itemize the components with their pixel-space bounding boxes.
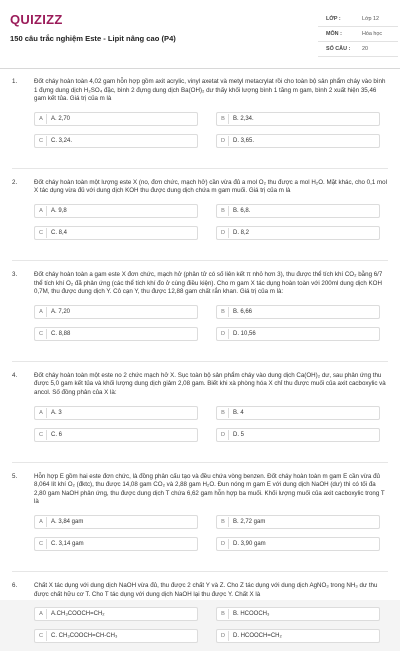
option-text: D. 3,65. — [233, 137, 255, 144]
question-number: 5. — [12, 472, 18, 480]
option-letter: B — [218, 517, 229, 527]
answer-option-b[interactable] — [216, 607, 380, 621]
option-letter: D — [218, 329, 229, 339]
option-letter: C — [36, 539, 47, 549]
quizizz-logo: QUIZIZZ — [10, 12, 63, 27]
answer-option-a[interactable] — [34, 607, 198, 621]
option-text: B. HCOOCH₃ — [233, 611, 270, 618]
answer-options — [34, 204, 390, 248]
option-text: B. 4 — [233, 409, 244, 416]
meta-key: LỚP : — [326, 16, 341, 22]
question-6 — [0, 582, 400, 651]
worksheet-title: 150 câu trắc nghiệm Este - Lipit nâng cao (P4) — [10, 34, 176, 43]
answer-option-b[interactable] — [216, 112, 380, 126]
option-text: C. 3,24. — [51, 137, 73, 144]
question-text: Đốt cháy hoàn toàn 4,02 gam hỗn hợp gồm axit acrylic, vinyl axetat và metyl metacrylat rồi cho toàn bộ sản phẩm cháy vào bình 1 đựng dung dịch H₂SO₄ đặc, bình 2 đựng dung dịch Ba(OH)₂ dư thấy khối lượng bình 1 tăng m gam, bình 2 xuất hiện 35,46 gam kết tủa. Giá trị của m là — [34, 78, 386, 103]
option-letter: D — [218, 539, 229, 549]
worksheet-header — [0, 0, 400, 69]
option-letter: A — [36, 206, 47, 216]
answer-option-d[interactable] — [216, 629, 380, 643]
question-text: Đốt cháy hoàn toàn một lượng este X (no, đơn chức, mạch hở) cần vừa đủ a mol O₂ thu được a mol H₂O. Mặt khác, cho 0,1 mol X tác dụng vừa đủ với dung dịch KOH thu được dung dịch chứa m gam muối. Giá trị của m là — [34, 178, 387, 195]
option-text: A. 3,84 gam — [51, 518, 84, 525]
option-text: D. HCOOCH=CH₂ — [233, 633, 282, 640]
answer-option-d[interactable] — [216, 226, 380, 240]
answer-option-a[interactable] — [34, 204, 198, 218]
answer-option-d[interactable] — [216, 134, 380, 148]
answer-options — [34, 406, 390, 450]
answer-option-d[interactable] — [216, 537, 380, 551]
meta-table — [318, 12, 398, 57]
option-text: A. 2,70 — [51, 115, 71, 122]
option-text: C. 3,14 gam — [51, 540, 84, 547]
option-letter: C — [36, 430, 47, 440]
option-letter: A — [36, 609, 47, 619]
divider — [12, 361, 388, 362]
option-letter: B — [218, 408, 229, 418]
meta-key: MÔN : — [326, 31, 342, 37]
answer-option-b[interactable] — [216, 406, 380, 420]
answer-option-b[interactable] — [216, 204, 380, 218]
divider — [12, 260, 388, 261]
divider — [12, 571, 388, 572]
option-letter: B — [218, 609, 229, 619]
option-text: C. 8,88 — [51, 330, 71, 337]
meta-row-subject — [318, 27, 398, 42]
divider — [12, 462, 388, 463]
option-letter: C — [36, 631, 47, 641]
answer-option-d[interactable] — [216, 327, 380, 341]
question-number: 1. — [12, 78, 18, 85]
answer-option-c[interactable] — [34, 226, 198, 240]
answer-option-b[interactable] — [216, 515, 380, 529]
question-text: Chất X tác dụng với dung dịch NaOH vừa đủ, thu được 2 chất Y và Z. Cho Z tác dụng với dung dịch AgNO₃ trong NH₃ dư thu được chất hữu cơ T. Cho T tác dụng với dung dịch NaOH lại thu được Y. Chất X là — [34, 581, 378, 598]
question-list — [0, 78, 400, 651]
option-text: A. 3 — [51, 409, 62, 416]
question-text: Hỗn hợp E gồm hai este đơn chức, là đồng phân cấu tạo và đều chứa vòng benzen. Đốt cháy hoàn toàn m gam E cần vừa đủ 8,064 lít khí O₂ (đktc), thu được 14,08 gam CO₂ và 2,88 gam H₂O. Đun nóng m gam E với dung dịch NaOH (dư) thì có tối đa 2,80 gam NaOH phản ứng, thu được dung dịch T chứa 6,62 gam hỗn hợp ba muối. Khối lượng muối của axit cacboxylic trong T là — [34, 472, 385, 506]
option-letter: D — [218, 136, 229, 146]
meta-key: SỐ CÂU : — [326, 46, 351, 52]
option-letter: C — [36, 228, 47, 238]
option-text: D. 10,56 — [233, 330, 256, 337]
answer-option-b[interactable] — [216, 305, 380, 319]
option-text: B. 6,66 — [233, 308, 253, 315]
option-letter: C — [36, 329, 47, 339]
question-2 — [0, 179, 400, 261]
option-letter: B — [218, 307, 229, 317]
option-letter: A — [36, 307, 47, 317]
option-letter: D — [218, 228, 229, 238]
question-number: 4. — [12, 371, 18, 379]
option-text: A.CH₃COOCH=CH₂ — [51, 611, 105, 618]
answer-option-a[interactable] — [34, 515, 198, 529]
answer-options — [34, 112, 390, 156]
option-text: A. 9,8 — [51, 207, 67, 214]
option-letter: D — [218, 631, 229, 641]
option-text: B. 2,34. — [233, 115, 254, 122]
option-letter: B — [218, 114, 229, 124]
option-letter: B — [218, 206, 229, 216]
meta-value: 20 — [362, 46, 368, 52]
answer-options — [34, 607, 390, 651]
answer-option-a[interactable] — [34, 305, 198, 319]
answer-option-a[interactable] — [34, 112, 198, 126]
meta-value: Lớp 12 — [362, 16, 380, 22]
question-number: 2. — [12, 178, 18, 186]
option-text: C. 8,4 — [51, 229, 68, 236]
meta-row-class — [318, 12, 398, 27]
answer-option-c[interactable] — [34, 134, 198, 148]
question-text: Đốt cháy hoàn toàn một este no 2 chức mạch hở X. Sục toàn bộ sản phẩm cháy vào dung dịch Ca(OH)₂ dư, sau phản ứng thu được 5,0 gam kết tủa và khối lượng dung dịch giảm 2,08 gam. Biết khi xà phòng hóa X chỉ thu được muối của axit cacboxylic và ancol. Số đồng phân của X là: — [34, 371, 386, 396]
answer-option-c[interactable] — [34, 327, 198, 341]
answer-options — [34, 515, 390, 559]
answer-option-c[interactable] — [34, 537, 198, 551]
question-1 — [0, 78, 400, 169]
option-text: A. 7,20 — [51, 308, 71, 315]
question-4 — [0, 372, 400, 463]
question-text: Đốt cháy hoàn toàn a gam este X đơn chức, mạch hở (phân tử có số liên kết π nhỏ hơn 3), thu được thể tích khí CO₂ bằng 6/7 thể tích khí O₂ đã phản ứng (các thể tích khí đo ở cùng điều kiện). Cho m gam X tác dụng hoàn toàn với 200ml dung dịch KOH 0,7M, thu được dung dịch Y. Cô cạn Y, thu được 12,88 gam chất rắn khan. Giá trị của m là: — [34, 270, 383, 296]
option-letter: C — [36, 136, 47, 146]
question-number: 6. — [12, 581, 18, 589]
option-text: D. 3,90 gam — [233, 540, 266, 547]
answer-option-a[interactable] — [34, 406, 198, 420]
option-text: D. 5 — [233, 431, 245, 438]
option-text: D. 8,2 — [233, 229, 250, 236]
question-3 — [0, 271, 400, 362]
meta-row-count — [318, 42, 398, 57]
answer-options — [34, 305, 390, 349]
option-text: B. 6,8. — [233, 207, 251, 214]
option-text: B. 2,72 gam — [233, 518, 266, 525]
meta-value: Hóa học — [362, 31, 383, 37]
option-letter: A — [36, 408, 47, 418]
option-letter: A — [36, 114, 47, 124]
option-letter: D — [218, 430, 229, 440]
option-letter: A — [36, 517, 47, 527]
divider — [12, 168, 388, 169]
option-text: C. 6 — [51, 431, 63, 438]
answer-option-d[interactable] — [216, 428, 380, 442]
question-number: 3. — [12, 270, 18, 278]
option-text: C. CH₃COOCH=CH-CH₃ — [51, 633, 118, 640]
question-5 — [0, 473, 400, 572]
answer-option-c[interactable] — [34, 629, 198, 643]
answer-option-c[interactable] — [34, 428, 198, 442]
